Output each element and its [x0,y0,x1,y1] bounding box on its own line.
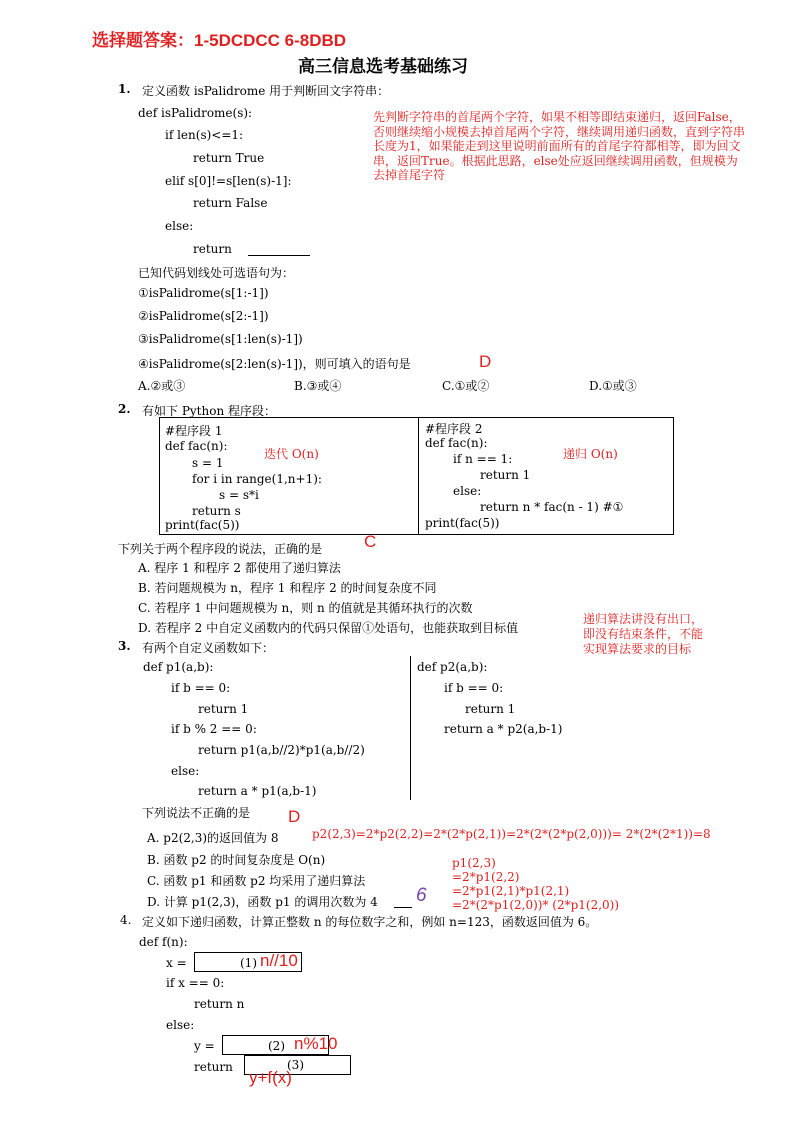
q2-seg2-line: else: [453,484,482,498]
q2-seg2-line: return 1 [480,468,531,482]
q2-note-iterative: 迭代 O(n) [264,447,319,461]
q4-code-line: y = [194,1039,215,1053]
q3-p1-line: return 1 [198,702,249,716]
q4-code-line: def f(n): [139,935,188,949]
q2-seg1-line: return s [192,504,241,518]
q3-p1-line: return p1(a,b//2)*p1(a,b//2) [198,743,365,757]
q1-option: ①isPalidrome(s[1:-1]) [138,286,269,300]
q4-code-line: else: [166,1018,195,1032]
q1-code-line: elif s[0]!=s[len(s)-1]: [165,174,292,188]
q3-divider [410,656,411,800]
q2-stem: 有如下 Python 程序段： [142,404,276,418]
q4-code-line: return [194,1060,233,1074]
q2-option-a: A. 程序 1 和程序 2 都使用了递归算法 [138,561,341,575]
q2-note-recursive: 递归 O(n) [563,447,618,461]
q3-question: 下列说法不正确的是 [142,806,251,820]
q2-number: 2. [118,402,131,416]
q2-seg2-line: #程序段 2 [425,422,483,436]
q4-stem: 定义如下递归函数，计算正整数 n 的每位数字之和，例如 n=123，函数返回值为 6。 [142,915,598,929]
q2-note-d: 实现算法要求的目标 [583,642,692,656]
q3-p1-line: return a * p1(a,b-1) [198,784,317,798]
q1-answer: D [479,352,492,371]
q4-code-line: if x == 0: [166,976,225,990]
q1-choice-c: C.①或② [442,379,490,393]
q2-seg1-line: s = s*i [219,488,259,502]
q3-p1-line: def p1(a,b): [143,660,214,674]
q1-choice-d: D.①或③ [589,379,637,393]
q3-note-c: p1(2,3) [452,856,496,870]
q3-note-c: =2*p1(2,2) [452,870,520,884]
q2-seg1-line: s = 1 [192,456,224,470]
q1-option: ④isPalidrome(s[2:len(s)-1])，则可填入的语句是 [138,357,411,371]
q3-note-a: p2(2,3)=2*p2(2,2)=2*(2*p(2,1))=2*(2*(2*p(2,0)))= 2*(2*(2*1))=8 [312,827,711,841]
q1-known: 已知代码划线处可选语句为： [138,266,295,280]
q1-code-line: return True [193,151,265,165]
q2-answer: C [364,532,377,551]
page-title: 高三信息选考基础练习 [298,57,468,77]
q3-p2-line: return 1 [465,702,516,716]
q2-seg1-line: for i in range(1,n+1): [192,472,322,486]
q2-seg1-line: #程序段 1 [165,424,223,438]
q1-choice-b: B.③或④ [294,379,342,393]
q2-note-d: 即没有结束条件，不能 [583,627,704,641]
q3-option-c: C. 函数 p1 和函数 p2 均采用了递归算法 [147,874,366,888]
q4-answer-2: n%10 [294,1034,338,1053]
q3-p2-line: if b == 0: [444,681,504,695]
q3-hand-six: 6 [416,885,427,906]
q1-number: 1. [118,82,131,96]
answer-key: 选择题答案：1-5DCDCC 6-8DBD [92,31,347,50]
q2-option-d: D. 若程序 2 中自定义函数内的代码只保留①处语句，也能获取到目标值 [138,621,519,635]
q1-code-line: else: [165,219,194,233]
q1-code-line: if len(s)<=1: [165,128,244,142]
q1-option: ③isPalidrome(s[1:len(s)-1]) [138,332,303,346]
q1-blank-underline [248,255,310,256]
q3-p1-line: else: [171,764,200,778]
q2-note-d: 递归算法讲没有出口， [583,612,704,626]
q4-blank-2-label: (2) [268,1039,285,1053]
q4-blank-1-label: (1) [240,956,257,970]
q2-seg2-line: def fac(n): [425,436,488,450]
q2-question: 下列关于两个程序段的说法，正确的是 [118,542,323,556]
q1-note: 先判断字符串的首尾两个字符，如果不相等即结束递归，返回False，否则继续缩小规模去掉首尾两个字符，继续调用递归函数，直到字符串长度为1，如果能走到这里说明前面所有的首尾字符都相等，即为回文串，返回True。根据此思路，else处应返回继续调用函数，但规模为去掉首尾字符 [373,110,746,182]
q4-number: 4. [120,913,132,927]
q3-p1-line: if b == 0: [171,681,231,695]
q3-p2-line: return a * p2(a,b-1) [444,722,563,736]
q4-code-line: x = [166,956,187,970]
q1-choice-a: A.②或③ [138,379,186,393]
q4-code-line: return n [194,997,245,1011]
q4-blank-3-label: (3) [287,1058,304,1072]
q3-p2-line: def p2(a,b): [417,660,488,674]
q1-code-line: return [193,242,232,256]
q3-number: 3. [118,639,131,653]
q2-seg1-line: print(fac(5)) [165,518,240,532]
q3-option-d: D. 计算 p1(2,3)，函数 p1 的调用次数为 4 [147,895,378,909]
q1-stem: 定义函数 isPalidrome 用于判断回文字符串： [142,84,390,98]
q3-d-underline [394,907,412,908]
q2-seg2-line: print(fac(5)) [425,516,500,530]
q4-answer-3: y+f(x) [249,1068,292,1087]
q2-seg1-line: def fac(n): [165,439,228,453]
q3-stem: 有两个自定义函数如下： [142,641,275,655]
q4-answer-1: n//10 [260,951,298,970]
q2-seg2-line: return n * fac(n - 1) #① [480,500,624,514]
q3-note-c: =2*p1(2,1)*p1(2,1) [452,884,570,898]
q1-code-line: return False [193,196,268,210]
q3-option-a: A. p2(2,3)的返回值为 8 [147,831,279,845]
q3-answer: D [288,807,301,826]
q1-option: ②isPalidrome(s[2:-1]) [138,309,269,323]
q2-option-c: C. 若程序 1 中问题规模为 n，则 n 的值就是其循环执行的次数 [138,601,473,615]
q3-note-c: =2*(2*p1(2,0))* (2*p1(2,0)) [452,898,620,912]
q3-option-b: B. 函数 p2 的时间复杂度是 O(n) [147,853,326,867]
q2-table-divider [418,417,419,534]
q2-option-b: B. 若问题规模为 n，程序 1 和程序 2 的时间复杂度不同 [138,581,437,595]
q2-seg2-line: if n == 1: [453,452,513,466]
q3-p1-line: if b % 2 == 0: [171,722,257,736]
q1-code-line: def isPalidrome(s): [138,106,253,120]
